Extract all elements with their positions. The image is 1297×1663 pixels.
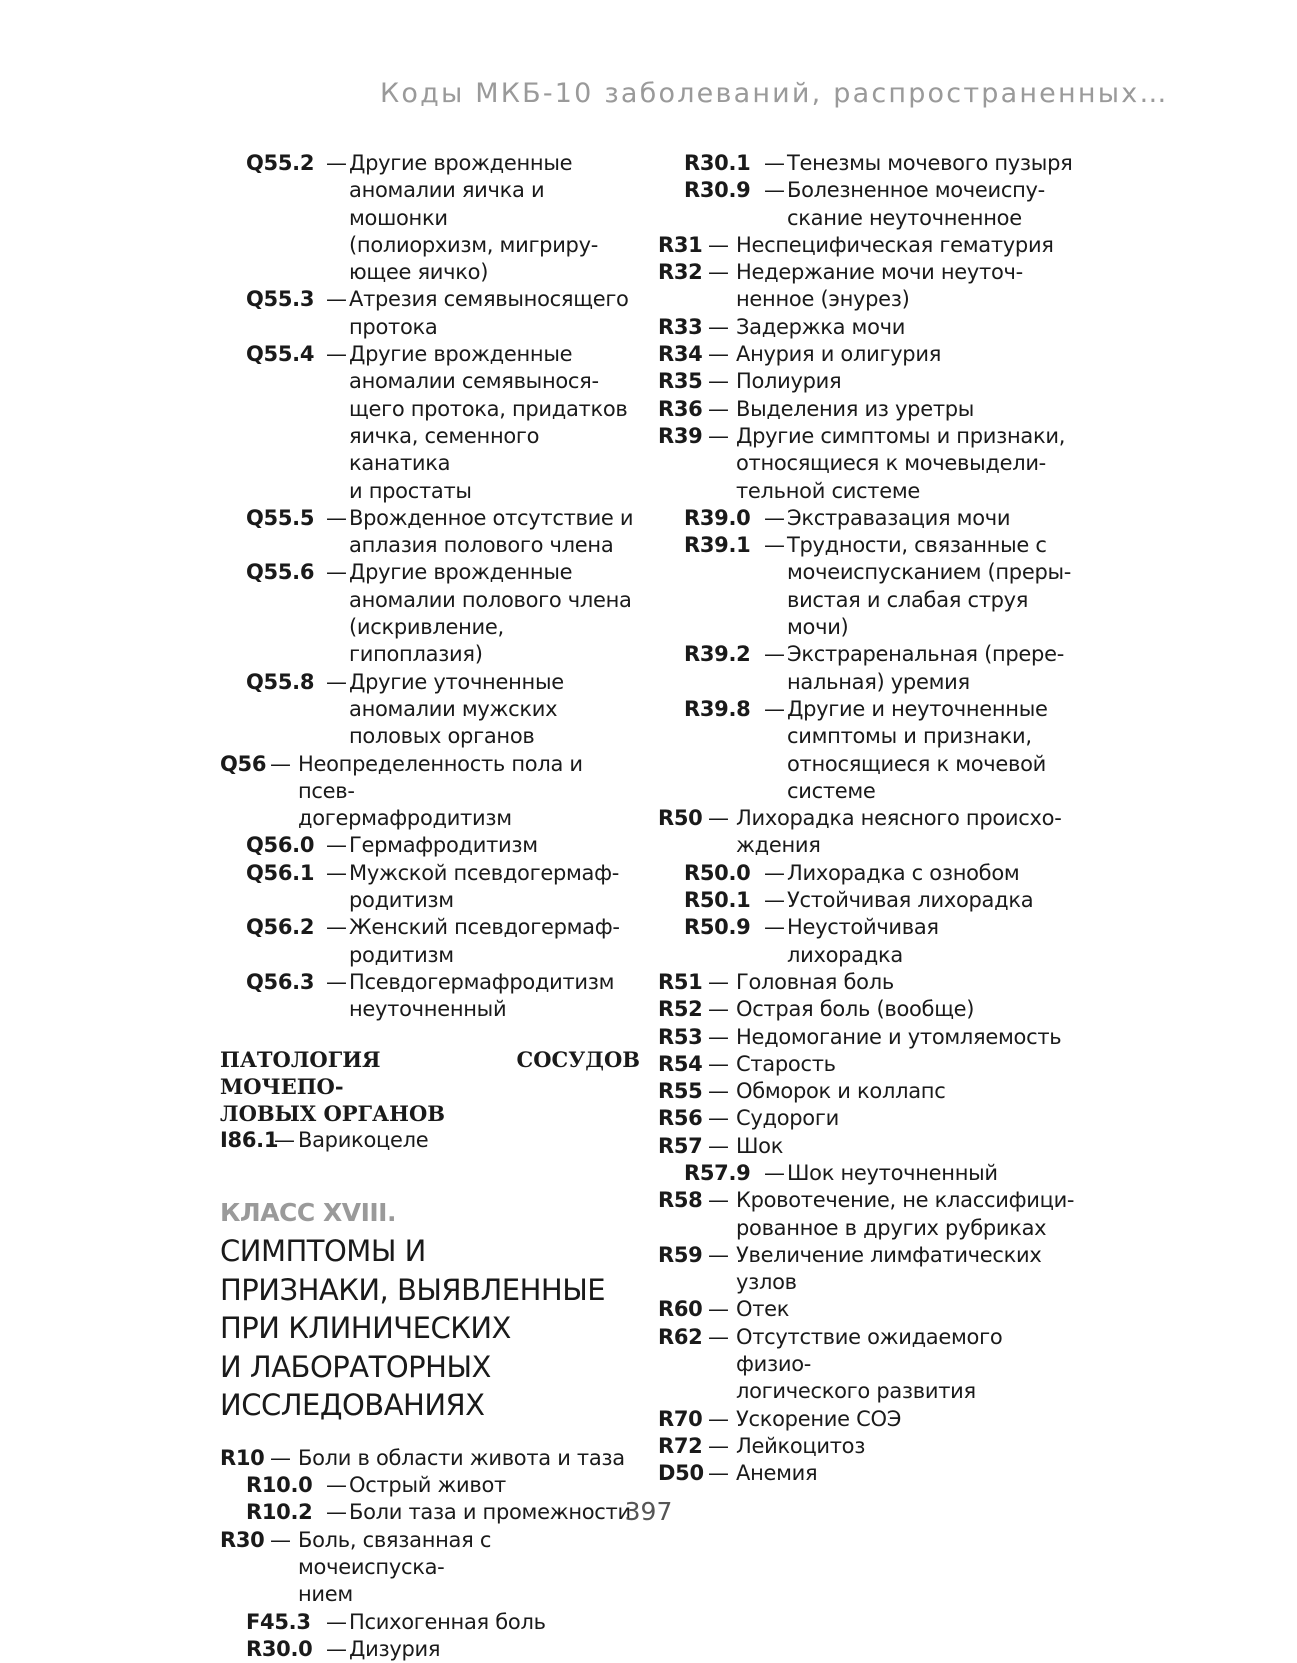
dash: — (708, 1051, 729, 1076)
dash: — (764, 505, 785, 530)
dash: — (326, 342, 347, 367)
icd-code: I86.1 (220, 1127, 279, 1152)
dash: — (326, 833, 347, 858)
icd-code: R33 (658, 314, 703, 339)
dash: — (326, 915, 347, 940)
icd-description: Обморок и коллапс (736, 1079, 946, 1104)
list-item (658, 860, 1078, 887)
section-heading-line2: ЛОВЫХ ОРГАНОВ (220, 1100, 446, 1126)
icd-code: R30.1 (684, 151, 751, 175)
entry-list-top (220, 150, 640, 1024)
entry-list-bottom (220, 1445, 640, 1663)
dash: — (708, 1106, 729, 1131)
icd-code: R35 (658, 369, 703, 394)
list-item (658, 996, 1078, 1023)
dash: — (708, 369, 729, 394)
list-item (658, 150, 1078, 177)
dash: — (764, 860, 785, 885)
heading-line: ПРИЗНАКИ, ВЫЯВЛЕННЫЕ (220, 1272, 606, 1307)
icd-code: R31 (658, 232, 703, 257)
icd-description: Болезненное мочеиспу- скание неуточненное (787, 178, 1045, 230)
dash: — (270, 1445, 291, 1470)
icd-code: R50.0 (684, 860, 751, 885)
icd-code: R30.0 (246, 1636, 313, 1661)
dash: — (270, 1527, 291, 1552)
icd-code: Q55.2 (246, 151, 315, 175)
icd-description: Недомогание и утомляемость (736, 1024, 1062, 1049)
icd-code: R59 (658, 1242, 703, 1267)
dash: — (326, 1609, 347, 1634)
dash: — (708, 1079, 729, 1104)
dash: — (708, 1433, 729, 1458)
dash: — (708, 997, 729, 1022)
list-item (658, 1406, 1078, 1433)
heading-line: И ЛАБОРАТОРНЫХ (220, 1349, 491, 1384)
icd-code: R30 (220, 1527, 265, 1552)
list-item (220, 1527, 640, 1609)
icd-code: R50 (658, 806, 703, 831)
right-column (658, 150, 1078, 1488)
icd-description: Отсутствие ожидаемого физио- логического развития (736, 1324, 1003, 1404)
list-item (220, 286, 640, 341)
list-item (220, 150, 640, 286)
entry-list-right (658, 150, 1078, 1488)
icd-description: Другие и неуточненные симптомы и признаки, относящиеся к мочевой системе (787, 696, 1048, 803)
list-item (220, 860, 640, 915)
icd-description: Выделения из уретры (736, 396, 975, 421)
icd-code: R54 (658, 1051, 703, 1076)
dash: — (326, 969, 347, 994)
icd-description: Лихорадка с ознобом (787, 860, 1020, 885)
heading-line: ПРИ КЛИНИЧЕСКИХ (220, 1311, 511, 1346)
icd-description: Неустойчивая лихорадка (787, 915, 939, 967)
list-item (658, 259, 1078, 314)
icd-description: Недержание мочи неуточ- ненное (энурез) (736, 260, 1023, 312)
dash: — (270, 751, 291, 776)
icd-description: Шок (736, 1133, 784, 1158)
class-heading (220, 1192, 640, 1425)
icd-code: R58 (658, 1188, 703, 1213)
list-item (220, 505, 640, 560)
icd-description: Шок неуточненный (787, 1160, 998, 1185)
icd-description: Психогенная боль (349, 1609, 546, 1634)
list-item (658, 887, 1078, 914)
dash: — (764, 888, 785, 913)
icd-code: R50.1 (684, 888, 751, 913)
icd-code: R60 (658, 1297, 703, 1322)
dash: — (764, 642, 785, 667)
icd-description: Старость (736, 1051, 836, 1076)
icd-description: Тенезмы мочевого пузыря (787, 151, 1073, 175)
icd-code: Q56.1 (246, 860, 315, 885)
icd-code: R39.1 (684, 533, 751, 558)
icd-code: Q56.3 (246, 969, 315, 994)
list-item (658, 1324, 1078, 1406)
icd-code: R39.2 (684, 642, 751, 667)
icd-description: Другие симптомы и признаки, относящиеся к мочевыдели- тельной системе (736, 423, 1066, 503)
icd-code: Q55.4 (246, 342, 315, 367)
list-item (220, 832, 640, 859)
heading-line: ИССЛЕДОВАНИЯХ (220, 1388, 485, 1423)
dash: — (326, 860, 347, 885)
list-item (220, 914, 640, 969)
icd-description: Неспецифическая гематурия (736, 232, 1054, 257)
dash: — (708, 806, 729, 831)
icd-description: Острая боль (вообще) (736, 997, 975, 1022)
icd-code: R55 (658, 1079, 703, 1104)
dash: — (708, 260, 729, 285)
dash: — (326, 151, 347, 175)
icd-code: Q56.2 (246, 915, 315, 940)
icd-description: Ускорение СОЭ (736, 1406, 902, 1431)
icd-description: Трудности, связанные с мочеиспусканием (преры- вистая и слабая струя мочи) (787, 533, 1072, 640)
dash: — (708, 1242, 729, 1267)
icd-code: R39.8 (684, 696, 751, 721)
icd-description: Полиурия (736, 369, 842, 394)
list-item (658, 1105, 1078, 1132)
icd-description: Анемия (736, 1461, 818, 1486)
dash: — (764, 696, 785, 721)
dash: — (708, 342, 729, 367)
dash: — (764, 1160, 785, 1185)
dash: — (764, 151, 785, 175)
list-item (658, 1433, 1078, 1460)
list-item (658, 805, 1078, 860)
list-item (658, 1133, 1078, 1160)
dash: — (764, 533, 785, 558)
list-item (658, 1187, 1078, 1242)
icd-code: R39.0 (684, 505, 751, 530)
icd-description: Псевдогермафродитизм неуточненный (349, 969, 615, 1022)
dash: — (708, 1024, 729, 1049)
dash: — (764, 915, 785, 940)
icd-description: Лейкоцитоз (736, 1433, 866, 1458)
icd-description: Отек (736, 1297, 790, 1322)
heading-line: СИМПТОМЫ И (220, 1234, 426, 1269)
icd-code: Q55.8 (246, 669, 315, 694)
list-item (658, 505, 1078, 532)
dash: — (326, 505, 347, 530)
icd-code: R32 (658, 260, 703, 285)
icd-description: Атрезия семявыносящего протока (349, 287, 629, 339)
dash: — (708, 232, 729, 257)
list-item (220, 969, 640, 1024)
class-title (220, 1234, 605, 1422)
icd-code: R53 (658, 1024, 703, 1049)
icd-description: Другие врожденные аномалии семявынося- щего протока, придатков яичка, семенного канатика и простаты (349, 342, 628, 503)
section-heading-line1: ПАТОЛОГИЯ СОСУДОВ МОЧЕПО- (220, 1046, 640, 1099)
icd-code: R10.2 (246, 1500, 313, 1525)
icd-code: R30.9 (684, 178, 751, 203)
icd-code: R62 (658, 1324, 703, 1349)
icd-code: F45.3 (246, 1609, 311, 1634)
list-item (220, 559, 640, 668)
list-item (658, 696, 1078, 805)
dash: — (708, 423, 729, 448)
list-item (220, 751, 640, 833)
list-item (220, 1445, 640, 1472)
icd-description: Задержка мочи (736, 314, 906, 339)
list-item (658, 641, 1078, 696)
dash: — (708, 1461, 729, 1486)
list-item (658, 396, 1078, 423)
icd-description: Боли в области живота и таза (298, 1445, 625, 1470)
icd-description: Увеличение лимфатических узлов (736, 1242, 1042, 1295)
icd-description: Женский псевдогермаф- родитизм (349, 915, 620, 967)
icd-code: R10.0 (246, 1473, 313, 1498)
icd-description: Другие уточненные аномалии мужских половых органов (349, 669, 564, 749)
list-item (658, 914, 1078, 969)
icd-description: Варикоцеле (298, 1127, 429, 1152)
dash: — (708, 396, 729, 421)
icd-description: Неопределенность пола и псев- догермафродитизм (298, 751, 583, 831)
list-item (220, 1472, 640, 1499)
list-item (658, 314, 1078, 341)
icd-code: R36 (658, 396, 703, 421)
list-item (658, 423, 1078, 505)
list-item (220, 341, 640, 505)
dash: — (326, 1500, 347, 1525)
list-item (658, 368, 1078, 395)
section-heading (220, 1046, 640, 1127)
dash: — (708, 314, 729, 339)
running-head: Коды МКБ-10 заболеваний, распространенных… (380, 78, 1169, 109)
icd-code: R52 (658, 997, 703, 1022)
icd-description: Другие врожденные аномалии яичка и мошонки (полиорхизм, мигриру- ющее яичко) (349, 151, 598, 285)
icd-code: R50.9 (684, 915, 751, 940)
list-item (658, 177, 1078, 232)
icd-description: Анурия и олигурия (736, 342, 942, 367)
page-number: 397 (624, 1497, 673, 1526)
list-item (658, 1051, 1078, 1078)
icd-code: Q56.0 (246, 833, 315, 858)
list-item (658, 1242, 1078, 1297)
icd-code: Q55.6 (246, 560, 315, 585)
icd-description: Острый живот (349, 1473, 506, 1498)
icd-code: R72 (658, 1433, 703, 1458)
icd-code: Q55.5 (246, 505, 315, 530)
list-item (220, 1636, 640, 1663)
dash: — (274, 1127, 295, 1152)
icd-description: Боли таза и промежности (349, 1500, 631, 1525)
list-item (658, 1024, 1078, 1051)
icd-code: R56 (658, 1106, 703, 1131)
dash: — (708, 1324, 729, 1349)
icd-code: Q55.3 (246, 287, 315, 312)
icd-description: Экстравазация мочи (787, 505, 1011, 530)
list-item (658, 1160, 1078, 1187)
dash: — (326, 560, 347, 585)
dash: — (708, 1406, 729, 1431)
list-item (220, 669, 640, 751)
list-item (658, 1460, 1078, 1487)
list-item (658, 341, 1078, 368)
icd-code: Q56 (220, 751, 267, 776)
list-item (658, 232, 1078, 259)
list-item (658, 1296, 1078, 1323)
dash: — (326, 1473, 347, 1498)
icd-description: Кровотечение, не классифици- рованное в других рубриках (736, 1188, 1075, 1240)
icd-code: R51 (658, 969, 703, 994)
icd-description: Лихорадка неясного происхо- ждения (736, 806, 1062, 858)
list-item (658, 532, 1078, 641)
class-label: КЛАСС XVIII. (220, 1197, 396, 1227)
icd-description: Устойчивая лихорадка (787, 888, 1034, 913)
left-column (220, 150, 640, 1663)
list-item (658, 969, 1078, 996)
icd-description: Головная боль (736, 969, 894, 994)
icd-description: Судороги (736, 1106, 839, 1131)
icd-code: R57.9 (684, 1160, 751, 1185)
dash: — (708, 1133, 729, 1158)
dash: — (708, 1188, 729, 1213)
icd-description: Боль, связанная с мочеиспуска- нием (298, 1527, 492, 1607)
icd-description: Экстраренальная (прере- нальная) уремия (787, 642, 1064, 694)
icd-code: R70 (658, 1406, 703, 1431)
dash: — (326, 669, 347, 694)
dash: — (764, 178, 785, 203)
dash: — (708, 1297, 729, 1322)
icd-code: R34 (658, 342, 703, 367)
icd-code: D50 (658, 1461, 704, 1486)
list-item (220, 1127, 640, 1154)
icd-description: Гермафродитизм (349, 833, 538, 858)
icd-description: Другие врожденные аномалии полового члена (искривление, гипоплазия) (349, 560, 632, 667)
icd-description: Врожденное отсутствие и аплазия полового члена (349, 505, 634, 558)
list-item (658, 1078, 1078, 1105)
dash: — (326, 1636, 347, 1661)
dash: — (326, 287, 347, 312)
dash: — (708, 969, 729, 994)
icd-code: R10 (220, 1445, 265, 1470)
icd-code: R57 (658, 1133, 703, 1158)
icd-code: R39 (658, 423, 703, 448)
list-item (220, 1609, 640, 1636)
icd-description: Дизурия (349, 1636, 441, 1661)
icd-description: Мужской псевдогермаф- родитизм (349, 860, 620, 913)
